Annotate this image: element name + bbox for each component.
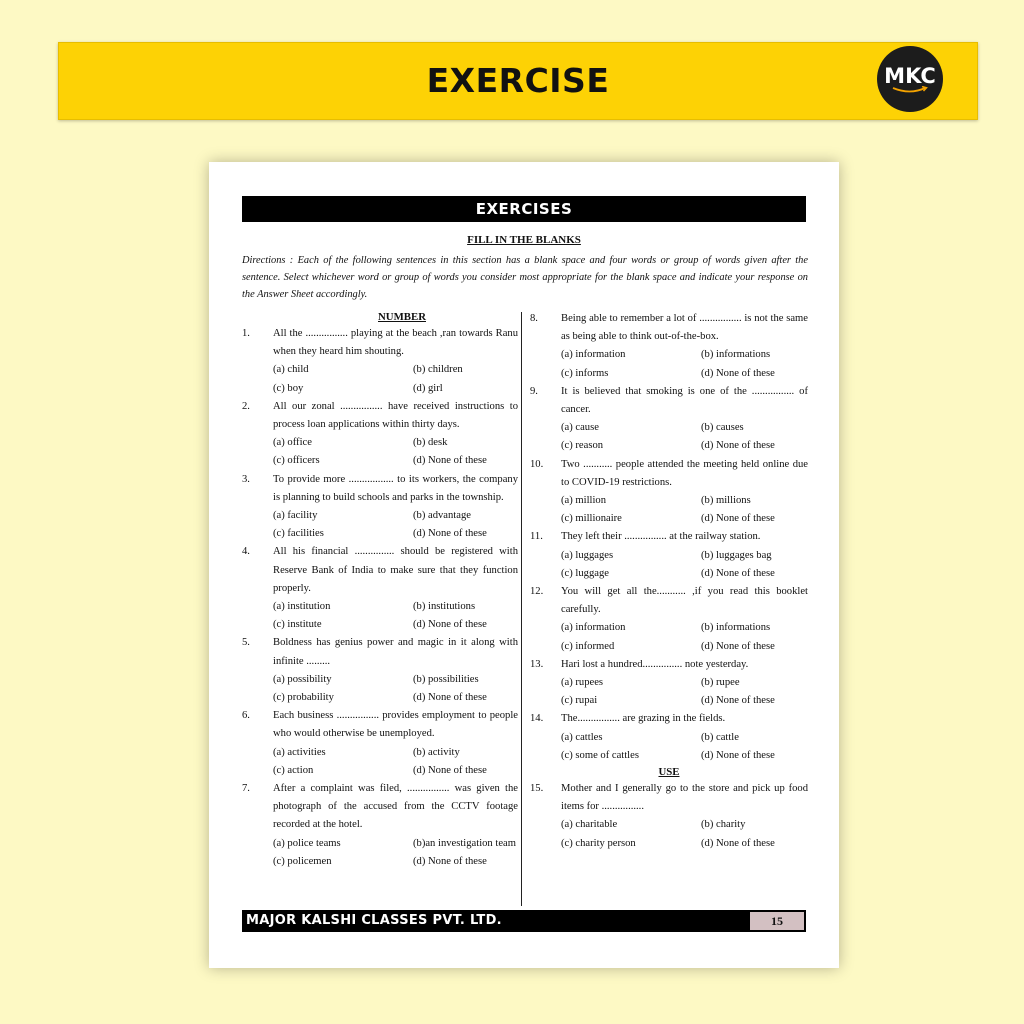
option-b: (b) informations [701, 349, 771, 361]
option-d: (d) None of these [701, 749, 775, 761]
page-footer: MAJOR KALSHI CLASSES PVT. LTD. [242, 910, 806, 932]
option-a: (a) facility [273, 510, 318, 522]
question-text: You will get all the........... ,if you read this booklet carefully. [561, 586, 808, 616]
option-d: (d) None of these [701, 837, 775, 849]
question-text: All the ................ playing at the beach ,ran towards Ranu when they heard him shouting. [273, 328, 518, 358]
option-c: (c) policemen [273, 855, 332, 867]
question-text: The................ are grazing in the fields. [561, 713, 726, 725]
option-b: (b) institutions [413, 601, 476, 613]
right-question-list-use [530, 780, 808, 853]
option-d: (d) None of these [701, 567, 775, 579]
question-item [530, 383, 808, 456]
question-number: 4. [242, 546, 250, 558]
question-item [242, 634, 518, 707]
option-b: (b) children [413, 364, 463, 376]
option-a: (a) million [561, 495, 607, 507]
question-number: 9. [530, 385, 538, 397]
banner-title: EXERCISE [426, 61, 610, 100]
option-c: (c) charity person [561, 837, 636, 849]
option-b: (b) desk [413, 437, 448, 449]
title-banner [58, 42, 978, 120]
option-d: (d) None of these [701, 440, 775, 452]
right-question-list [530, 310, 808, 765]
question-number: 6. [242, 710, 250, 722]
option-a: (a) activities [273, 746, 326, 758]
left-question-list [242, 325, 518, 871]
option-c: (c) probability [273, 692, 334, 704]
option-a: (a) information [561, 349, 626, 361]
option-d: (d) None of these [413, 619, 487, 631]
option-c: (c) boy [273, 382, 304, 394]
option-a: (a) police teams [273, 837, 341, 849]
section-title-use: USE [658, 766, 680, 779]
question-number: 13. [530, 658, 544, 670]
question-item [530, 583, 808, 656]
option-a: (a) office [273, 437, 312, 449]
option-b: (b) informations [701, 622, 771, 634]
right-column [530, 310, 808, 853]
option-b: (b) charity [701, 819, 746, 831]
question-text: They left their ................ at the railway station. [561, 531, 761, 543]
question-text: It is believed that smoking is one of the ................ of cancer. [561, 385, 808, 416]
question-text: To provide more ................. to its workers, the company is planning to build schools and parks in the township. [273, 473, 518, 503]
option-c: (c) luggage [561, 567, 609, 579]
question-item [242, 780, 518, 871]
option-b: (b) advantage [413, 510, 471, 522]
question-text: Two ........... people attended the meeting held online due to COVID-19 restrictions. [561, 458, 808, 488]
option-a: (a) information [561, 622, 626, 634]
option-c: (c) rupai [561, 695, 598, 707]
question-item [242, 325, 518, 398]
option-c: (c) institute [273, 619, 322, 631]
option-c: (c) reason [561, 440, 604, 452]
question-number: 7. [242, 783, 250, 795]
option-d: (d) None of these [701, 513, 775, 525]
option-d: (d) None of these [413, 692, 487, 704]
question-item [242, 707, 518, 780]
option-b: (b) cattle [701, 731, 739, 743]
option-d: (d) None of these [413, 855, 487, 867]
question-text: Being able to remember a lot of ................ is not the same as being able to think out-of-the-box. [561, 313, 808, 343]
option-c: (c) action [273, 764, 314, 776]
question-number: 14. [530, 713, 544, 725]
mkc-logo [877, 46, 943, 112]
option-d: (d) girl [413, 382, 443, 394]
question-item [530, 710, 808, 765]
option-d: (d) None of these [701, 640, 775, 652]
book-page [209, 162, 839, 968]
column-divider [521, 312, 522, 906]
option-a: (a) cattles [561, 731, 603, 743]
question-item [530, 528, 808, 583]
section-title-number: NUMBER [378, 311, 426, 323]
option-a: (a) possibility [273, 673, 332, 685]
question-number: 5. [242, 637, 250, 649]
question-number: 11. [530, 531, 543, 543]
page-number: 15 [750, 912, 804, 930]
option-b: (b) millions [701, 495, 751, 507]
question-item [530, 456, 808, 529]
question-text: Each business ................ provides employment to people who would otherwise be unemployed. [273, 710, 518, 740]
question-number: 3. [242, 473, 250, 485]
option-c: (c) millionaire [561, 513, 622, 525]
question-text: Mother and I generally go to the store and pick up food items for ................ [561, 783, 808, 813]
question-text: After a complaint was filed, ................ was given the photograph of the accused from the CCTV footage recorded at the hotel. [273, 783, 518, 831]
question-item [530, 310, 808, 383]
option-a: (a) institution [273, 601, 331, 613]
option-a: (a) charitable [561, 819, 618, 831]
logo-smile-icon [891, 86, 929, 94]
page-subheader: FILL IN THE BLANKS [467, 234, 581, 246]
option-d: (d) None of these [413, 455, 487, 467]
option-a: (a) luggages [561, 549, 614, 561]
question-text: Boldness has genius power and magic in it along with infinite ......... [273, 637, 518, 667]
option-b: (b) activity [413, 746, 460, 758]
option-d: (d) None of these [701, 367, 775, 379]
option-c: (c) informed [561, 640, 615, 652]
question-number: 1. [242, 328, 250, 339]
option-a: (a) rupees [561, 677, 604, 689]
question-item [530, 780, 808, 853]
question-item [242, 398, 518, 471]
option-a: (a) cause [561, 422, 599, 434]
option-a: (a) child [273, 364, 309, 376]
option-b: (b) possibilities [413, 673, 479, 685]
page-header: EXERCISES [242, 196, 806, 222]
question-text: All his financial ............... should be registered with Reserve Bank of India to make sure that they function properly. [273, 546, 518, 594]
left-column [242, 310, 518, 871]
logo-text: MKC [884, 64, 936, 88]
option-d: (d) None of these [413, 528, 487, 540]
option-d: (d) None of these [413, 764, 487, 776]
question-item [530, 656, 808, 711]
option-d: (d) None of these [701, 695, 775, 707]
option-c: (c) facilities [273, 528, 324, 540]
option-b: (b) causes [701, 422, 744, 434]
option-c: (c) some of cattles [561, 749, 639, 761]
directions-text: Directions : Each of the following sentences in this section has a blank space and four words or group of words given after the sentence. Select whichever word or group of words you consider most appropriate for the blank space and indicate your response on the Answer Sheet accordingly. [242, 255, 808, 300]
question-item [242, 543, 518, 634]
option-b: (b)an investigation team [413, 837, 516, 849]
question-number: 10. [530, 458, 544, 470]
option-b: (b) luggages bag [701, 549, 772, 561]
question-text: All our zonal ................ have received instructions to process loan applications within thirty days. [273, 400, 518, 431]
question-number: 12. [530, 586, 544, 598]
option-c: (c) informs [561, 367, 609, 379]
option-b: (b) rupee [701, 677, 740, 689]
question-number: 15. [530, 783, 544, 795]
question-item [242, 471, 518, 544]
question-number: 8. [530, 313, 538, 324]
question-number: 2. [242, 400, 250, 412]
question-text: Hari lost a hundred............... note yesterday. [561, 658, 749, 670]
option-c: (c) officers [273, 455, 320, 467]
